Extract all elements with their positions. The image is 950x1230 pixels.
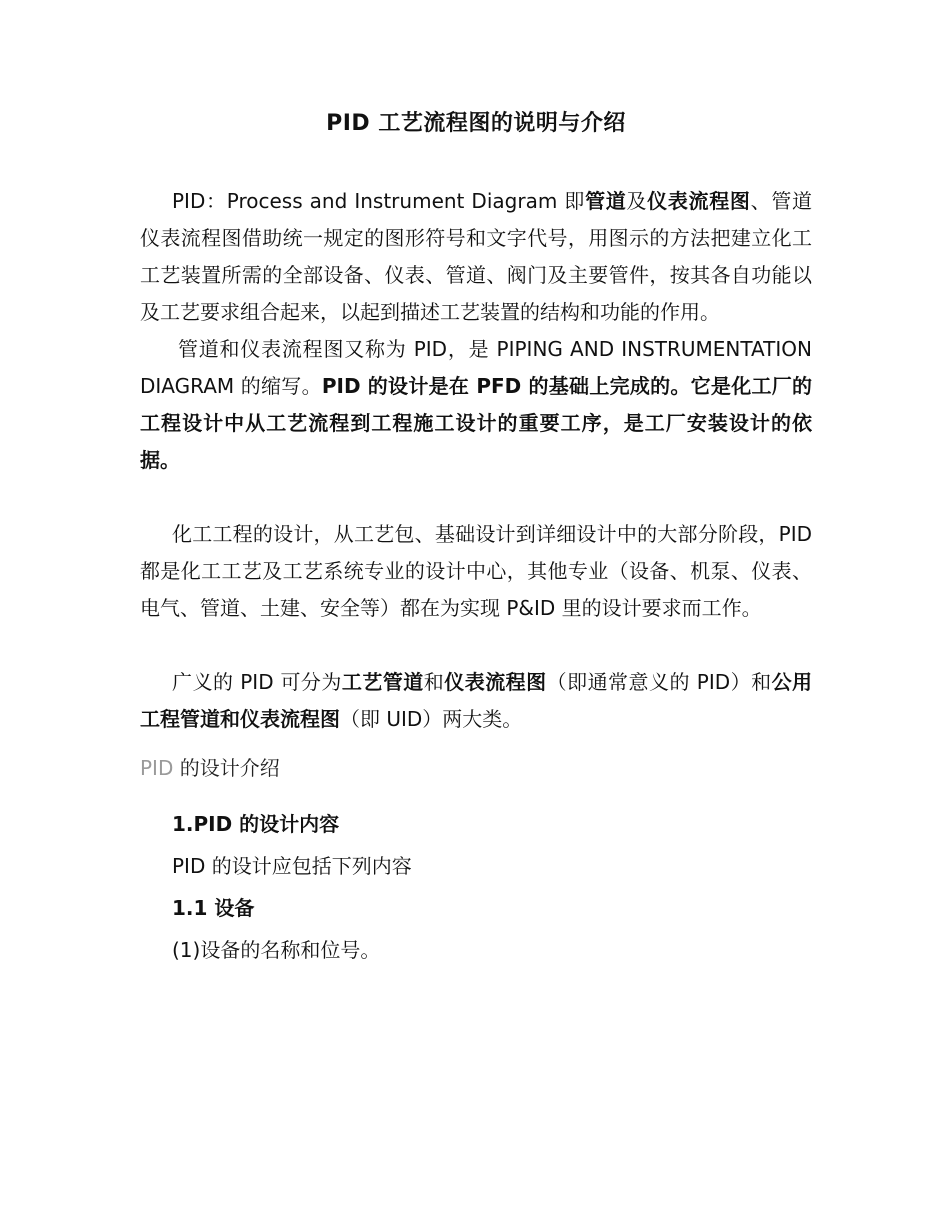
heading-equipment: 1.1 设备 bbox=[172, 896, 255, 920]
text: 广义的 PID 可分为 bbox=[172, 670, 342, 694]
text: 管道和仪表流程图又称为 PID，是 PIPING AND INSTRUMENTATION DIAGRAM 的缩写。 bbox=[140, 337, 812, 398]
document-page bbox=[140, 100, 812, 971]
text: 、管道仪表流程图借助统一规定的图形符号和文字代号，用图示的方法把建立化工工艺装置所需的全部设备、仪表、管道、阀门及主要管件，按其各自功能以及工艺要求组合起来，以起到描述工艺装置的结构和功能的作用。 bbox=[140, 189, 813, 324]
paragraph-design-center: 化工工程的设计，从工艺包、基础设计到详细设计中的大部分阶段，PID 都是化工工艺及工艺系统专业的设计中心，其他专业（设备、机泵、仪表、电气、管道、土建、安全等）都在为实现 P&ID 里的设计要求而工作。 bbox=[140, 522, 812, 620]
spacer bbox=[140, 627, 812, 664]
text: 及 bbox=[626, 189, 648, 213]
spacer bbox=[140, 479, 812, 516]
paragraph-pid-definition bbox=[140, 183, 812, 331]
text: 和 bbox=[423, 670, 445, 694]
line-equipment-item-1: (1)设备的名称和位号。 bbox=[172, 938, 381, 962]
paragraph-pid-classification bbox=[140, 664, 812, 738]
text: PID：Process and Instrument Diagram 即 bbox=[172, 189, 586, 213]
section-heading-text: 的设计介绍 bbox=[173, 756, 280, 780]
bold-text: 工艺管道 bbox=[341, 670, 424, 694]
text: （即 UID）两大类。 bbox=[340, 707, 523, 731]
section-heading bbox=[140, 750, 812, 787]
bold-text: 管道 bbox=[585, 189, 627, 213]
paragraph-pid-abbreviation bbox=[140, 331, 812, 479]
heading-design-content: 1.PID 的设计内容 bbox=[172, 812, 340, 836]
line-design-content-intro: PID 的设计应包括下列内容 bbox=[172, 854, 412, 878]
section-heading-pid: PID bbox=[140, 756, 174, 780]
bold-text: 公用工程管道和仪表流程图 bbox=[140, 670, 813, 731]
bold-text: 仪表流程图 bbox=[647, 189, 751, 213]
bold-text: PID 的设计是在 PFD 的基础上完成的。它是化工厂的工程设计中从工艺流程到工程施工设计的重要工序，是工厂安装设计的依据。 bbox=[140, 374, 812, 472]
document-title: PID 工艺流程图的说明与介绍 bbox=[326, 111, 626, 136]
text: （即通常意义的 PID）和 bbox=[546, 670, 772, 694]
bold-text: 仪表流程图 bbox=[444, 670, 547, 694]
